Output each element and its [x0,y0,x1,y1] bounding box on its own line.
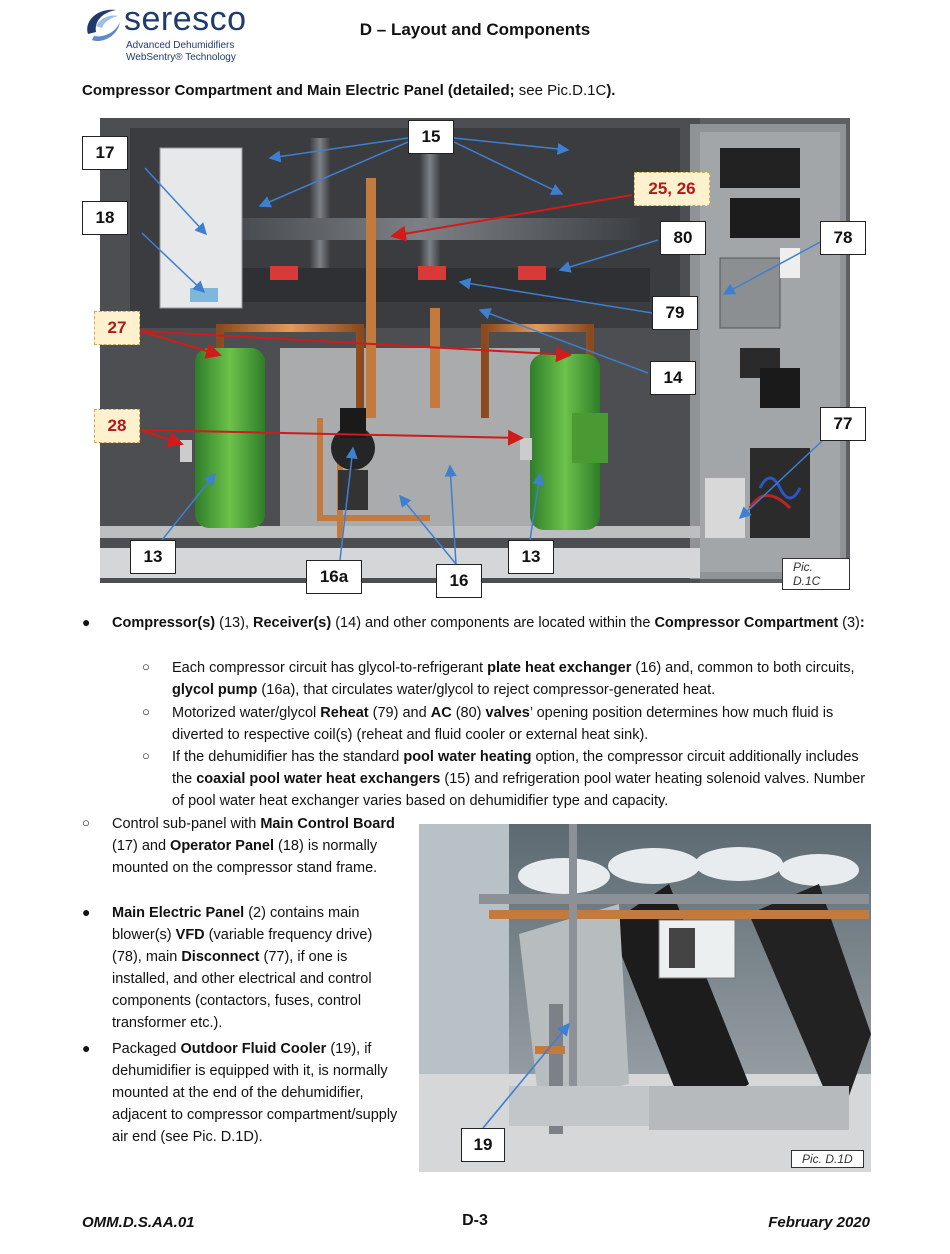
text-fragment: (15) and refrigeration pool water heating solenoid valves. Number of pool water heat exchanger varies based on dehumidifier type and capacity. [172,771,866,809]
section-title-bold: Compressor Compartment and Main Electric Panel (detailed; [82,82,515,99]
term-ac: AC [430,705,452,721]
callout-18: 18 [82,201,128,235]
footer-doc-code: OMM.D.S.AA.01 [82,1214,195,1231]
text-fragment: : [859,615,865,631]
circle-bullet-icon: ○ [82,815,90,830]
callout-19: 19 [461,1128,505,1162]
text-fragment: (18) is normally mounted on the compressor stand frame. [112,838,378,876]
outdoor-fluid-cooler-illustration [419,824,871,1172]
text-fragment: (16a), that circulates water/glycol to reject compressor-generated heat. [257,682,716,698]
section-title-end: ). [606,82,616,99]
callout-16a: 16a [306,560,362,594]
text-fragment: (77), if one is installed, and other electrical and control components (contactors, fuses, control transformer etc.). [112,949,372,1031]
bullet-main-electric-panel [112,902,404,1034]
circle-bullet-icon: ○ [142,748,150,763]
bullet-disc-icon: ● [82,904,91,920]
bullet-disc-icon: ● [82,614,91,630]
term-pool-water-heating: pool water heating [403,749,532,765]
logo-tagline-1: Advanced Dehumidifiers [126,40,235,51]
subbullet-pool-water-heating [172,746,872,812]
term-valves: valves [485,705,530,721]
bullet-control-sub-panel [112,813,404,879]
text-fragment: option, the compressor circuit additionally includes the [172,749,859,787]
text-fragment: (2) contains main blower(s) [112,905,360,943]
circle-bullet-icon: ○ [142,659,150,674]
text-fragment: (16) and, common to both circuits, [631,660,855,676]
term-vfd: VFD [175,927,205,943]
text-fragment: (80) [451,705,486,721]
logo-wordmark: seresco [124,0,247,38]
callout-25-26: 25, 26 [634,172,710,206]
term-main-electric-panel: Main Electric Panel [112,905,245,921]
text-fragment: (variable frequency drive) (78), main [112,927,373,965]
callout-17: 17 [82,136,128,170]
footer-date: February 2020 [768,1214,870,1231]
text-fragment: (17) and [112,838,171,854]
text-fragment: Control sub-panel with [112,816,261,832]
footer-page-number: D-3 [462,1212,488,1229]
page-header-title: D – Layout and Components [359,20,591,39]
term-main-control-board: Main Control Board [260,816,395,832]
callout-79: 79 [652,296,698,330]
term-plate-heat-exchanger: plate heat exchanger [487,660,632,676]
text-fragment: (3) [838,615,860,631]
callout-16: 16 [436,564,482,598]
bullet-disc-icon: ● [82,1040,91,1056]
callout-77: 77 [820,407,866,441]
text-fragment: If the dehumidifier has the standard [172,749,404,765]
term-reheat: Reheat [320,705,369,721]
term-receivers: Receiver(s) [253,615,332,631]
picture-label-d1d: Pic. D.1D [791,1150,864,1168]
text-fragment: (13), [215,615,254,631]
term-disconnect: Disconnect [181,949,260,965]
term-outdoor-fluid-cooler: Outdoor Fluid Cooler [180,1041,327,1057]
term-operator-panel: Operator Panel [170,838,274,854]
callout-80: 80 [660,221,706,255]
section-title [82,82,615,99]
text-fragment: Motorized water/glycol [172,705,321,721]
subbullet-plate-heat-exchanger [172,657,872,701]
callout-13-right: 13 [508,540,554,574]
text-fragment: (19), if dehumidifier is equipped with it, is normally mounted at the end of the dehumidifier, adjacent to compressor compartment/supply air end (see Pic. D.1D). [112,1041,398,1145]
callout-27: 27 [94,311,140,345]
compressor-compartment-picture [95,118,853,590]
text-fragment: (79) and [368,705,431,721]
callout-78: 78 [820,221,866,255]
text-fragment: Packaged [112,1041,181,1057]
term-compressor-compartment: Compressor Compartment [654,615,839,631]
logo-tagline-2: WebSentry® Technology [126,52,236,63]
subbullet-valves [172,702,872,746]
callout-13-left: 13 [130,540,176,574]
outdoor-fluid-cooler-picture [419,824,871,1172]
text-fragment: (14) and other components are located within the [331,615,655,631]
text-fragment: ’ opening position determines how much fluid is diverted to respective coil(s) (reheat and fluid cooler or external heat sink). [172,705,834,743]
bullet-outdoor-fluid-cooler [112,1038,404,1148]
section-title-ref: see Pic.D.1C [514,82,607,99]
callout-28: 28 [94,409,140,443]
callout-14: 14 [650,361,696,395]
term-coaxial-heat-exchangers: coaxial pool water heat exchangers [196,771,441,787]
term-compressors: Compressor(s) [112,615,216,631]
picture-label-d1c: Pic. D.1C [782,558,850,590]
term-glycol-pump: glycol pump [172,682,258,698]
callout-15: 15 [408,120,454,154]
text-fragment: Each compressor circuit has glycol-to-refrigerant [172,660,488,676]
circle-bullet-icon: ○ [142,704,150,719]
compressor-compartment-illustration [100,118,850,583]
bullet-compressor-compartment [112,612,872,634]
